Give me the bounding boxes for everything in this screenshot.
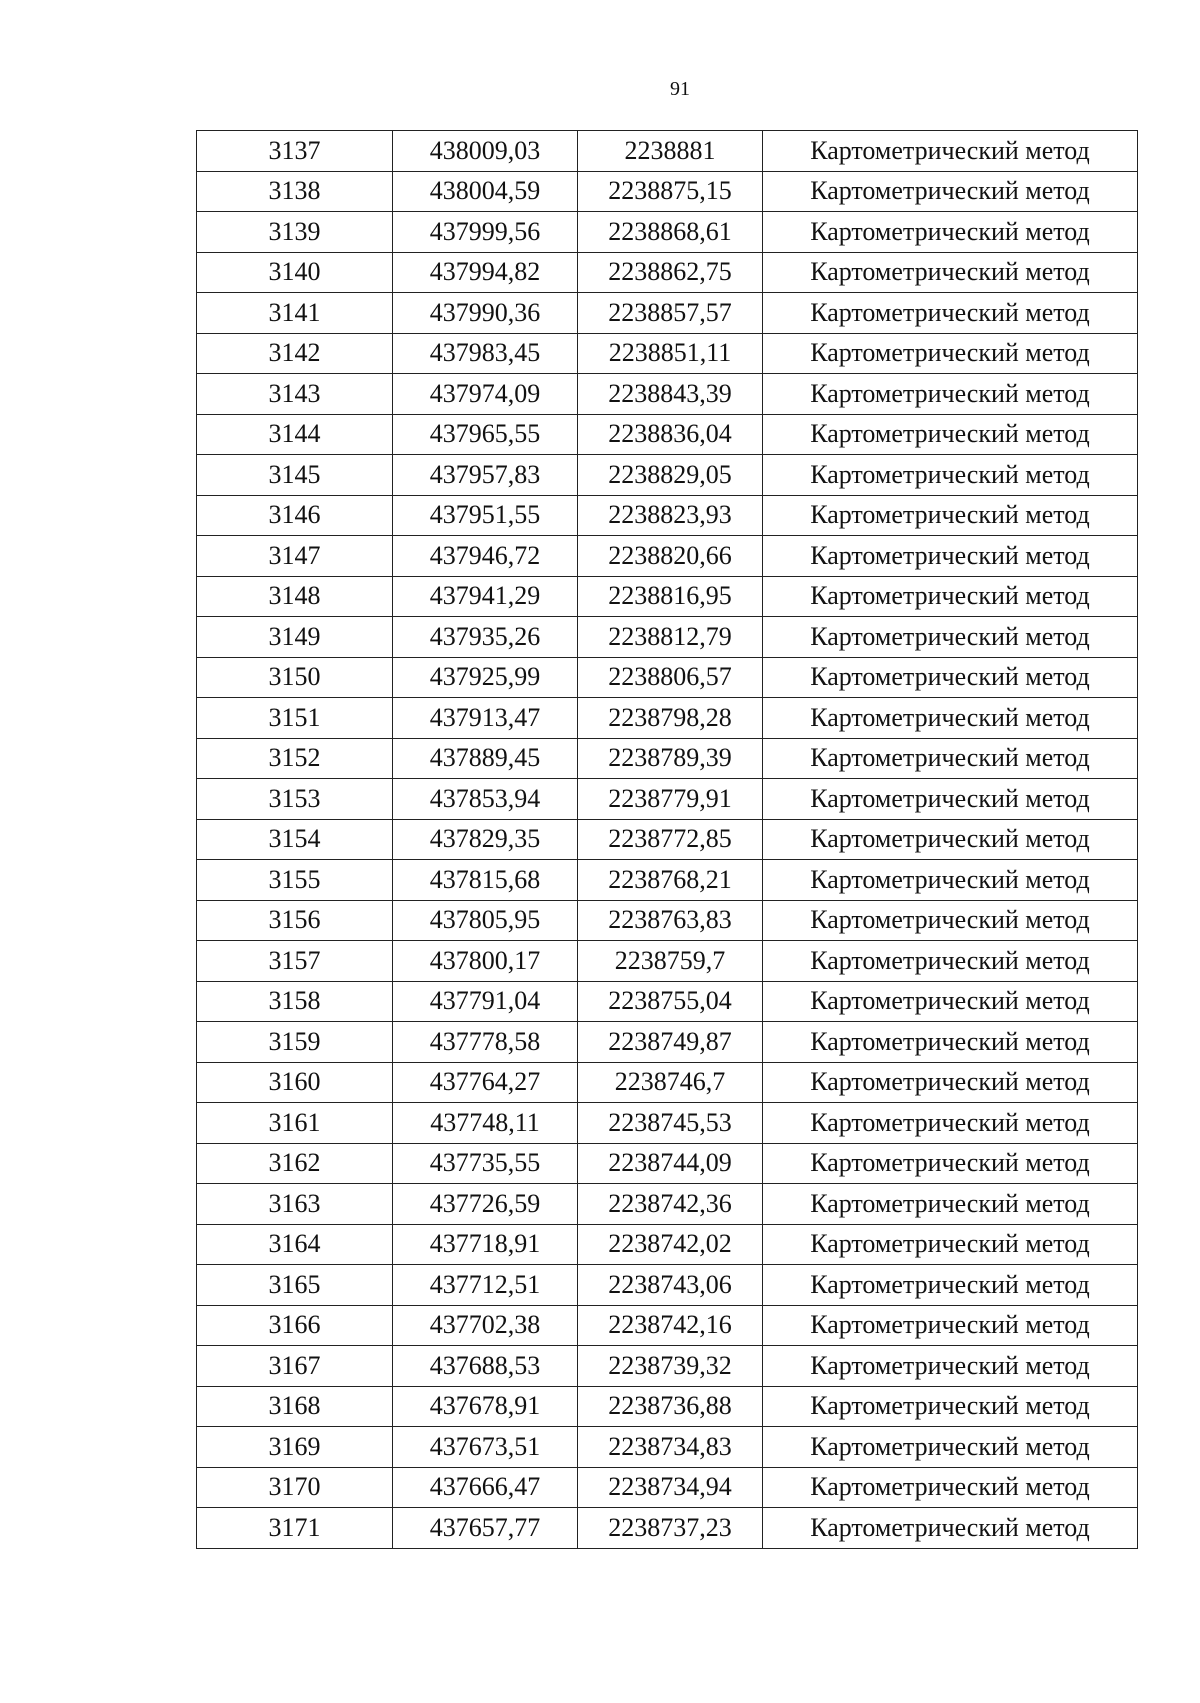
table-row: [197, 1427, 1138, 1468]
point-number-cell: 3146: [197, 495, 393, 536]
x-coordinate-cell: 437941,29: [393, 576, 578, 617]
y-coordinate-cell: 2238816,95: [578, 576, 763, 617]
method-cell: Картометрический метод: [763, 455, 1138, 496]
x-coordinate-cell: 437678,91: [393, 1386, 578, 1427]
table-row: [197, 131, 1138, 172]
method-cell: Картометрический метод: [763, 1143, 1138, 1184]
y-coordinate-cell: 2238862,75: [578, 252, 763, 293]
method-cell: Картометрический метод: [763, 293, 1138, 334]
point-number-cell: 3139: [197, 212, 393, 253]
x-coordinate-cell: 437805,95: [393, 900, 578, 941]
x-coordinate-cell: 437791,04: [393, 981, 578, 1022]
method-cell: Картометрический метод: [763, 576, 1138, 617]
table-row: [197, 698, 1138, 739]
method-cell: Картометрический метод: [763, 698, 1138, 739]
point-number-cell: 3144: [197, 414, 393, 455]
point-number-cell: 3167: [197, 1346, 393, 1387]
y-coordinate-cell: 2238755,04: [578, 981, 763, 1022]
x-coordinate-cell: 437965,55: [393, 414, 578, 455]
y-coordinate-cell: 2238737,23: [578, 1508, 763, 1549]
y-coordinate-cell: 2238736,88: [578, 1386, 763, 1427]
y-coordinate-cell: 2238798,28: [578, 698, 763, 739]
method-cell: Картометрический метод: [763, 1224, 1138, 1265]
method-cell: Картометрический метод: [763, 131, 1138, 172]
method-cell: Картометрический метод: [763, 374, 1138, 415]
x-coordinate-cell: 437800,17: [393, 941, 578, 982]
y-coordinate-cell: 2238851,11: [578, 333, 763, 374]
method-cell: Картометрический метод: [763, 657, 1138, 698]
table-row: [197, 536, 1138, 577]
y-coordinate-cell: 2238820,66: [578, 536, 763, 577]
point-number-cell: 3160: [197, 1062, 393, 1103]
method-cell: Картометрический метод: [763, 414, 1138, 455]
coordinates-table: [196, 130, 1138, 1549]
table-row: [197, 374, 1138, 415]
y-coordinate-cell: 2238749,87: [578, 1022, 763, 1063]
x-coordinate-cell: 437999,56: [393, 212, 578, 253]
x-coordinate-cell: 437673,51: [393, 1427, 578, 1468]
y-coordinate-cell: 2238763,83: [578, 900, 763, 941]
x-coordinate-cell: 437951,55: [393, 495, 578, 536]
method-cell: Картометрический метод: [763, 1427, 1138, 1468]
table-row: [197, 414, 1138, 455]
method-cell: Картометрический метод: [763, 1467, 1138, 1508]
point-number-cell: 3147: [197, 536, 393, 577]
point-number-cell: 3154: [197, 819, 393, 860]
point-number-cell: 3143: [197, 374, 393, 415]
y-coordinate-cell: 2238829,05: [578, 455, 763, 496]
table-row: [197, 981, 1138, 1022]
point-number-cell: 3168: [197, 1386, 393, 1427]
table-row: [197, 1467, 1138, 1508]
table-row: [197, 1224, 1138, 1265]
y-coordinate-cell: 2238742,02: [578, 1224, 763, 1265]
x-coordinate-cell: 437889,45: [393, 738, 578, 779]
method-cell: Картометрический метод: [763, 738, 1138, 779]
table-row: [197, 333, 1138, 374]
y-coordinate-cell: 2238823,93: [578, 495, 763, 536]
x-coordinate-cell: 438009,03: [393, 131, 578, 172]
table-row: [197, 1346, 1138, 1387]
table-row: [197, 900, 1138, 941]
y-coordinate-cell: 2238745,53: [578, 1103, 763, 1144]
point-number-cell: 3138: [197, 171, 393, 212]
point-number-cell: 3158: [197, 981, 393, 1022]
point-number-cell: 3149: [197, 617, 393, 658]
y-coordinate-cell: 2238779,91: [578, 779, 763, 820]
point-number-cell: 3164: [197, 1224, 393, 1265]
y-coordinate-cell: 2238734,83: [578, 1427, 763, 1468]
point-number-cell: 3170: [197, 1467, 393, 1508]
y-coordinate-cell: 2238789,39: [578, 738, 763, 779]
x-coordinate-cell: 437957,83: [393, 455, 578, 496]
method-cell: Картометрический метод: [763, 171, 1138, 212]
x-coordinate-cell: 437925,99: [393, 657, 578, 698]
table-row: [197, 1265, 1138, 1306]
coordinates-table-body: [197, 131, 1138, 1549]
point-number-cell: 3141: [197, 293, 393, 334]
method-cell: Картометрический метод: [763, 779, 1138, 820]
y-coordinate-cell: 2238806,57: [578, 657, 763, 698]
table-row: [197, 1022, 1138, 1063]
method-cell: Картометрический метод: [763, 1305, 1138, 1346]
point-number-cell: 3152: [197, 738, 393, 779]
point-number-cell: 3140: [197, 252, 393, 293]
table-row: [197, 1386, 1138, 1427]
table-row: [197, 1508, 1138, 1549]
point-number-cell: 3137: [197, 131, 393, 172]
table-row: [197, 1103, 1138, 1144]
table-row: [197, 576, 1138, 617]
y-coordinate-cell: 2238857,57: [578, 293, 763, 334]
table-row: [197, 495, 1138, 536]
x-coordinate-cell: 437764,27: [393, 1062, 578, 1103]
table-row: [197, 657, 1138, 698]
x-coordinate-cell: 437657,77: [393, 1508, 578, 1549]
y-coordinate-cell: 2238875,15: [578, 171, 763, 212]
table-row: [197, 617, 1138, 658]
method-cell: Картометрический метод: [763, 1103, 1138, 1144]
point-number-cell: 3142: [197, 333, 393, 374]
y-coordinate-cell: 2238759,7: [578, 941, 763, 982]
y-coordinate-cell: 2238734,94: [578, 1467, 763, 1508]
method-cell: Картометрический метод: [763, 860, 1138, 901]
point-number-cell: 3156: [197, 900, 393, 941]
method-cell: Картометрический метод: [763, 212, 1138, 253]
y-coordinate-cell: 2238772,85: [578, 819, 763, 860]
table-row: [197, 293, 1138, 334]
point-number-cell: 3155: [197, 860, 393, 901]
table-row: [197, 738, 1138, 779]
point-number-cell: 3166: [197, 1305, 393, 1346]
x-coordinate-cell: 437718,91: [393, 1224, 578, 1265]
table-row: [197, 212, 1138, 253]
point-number-cell: 3157: [197, 941, 393, 982]
point-number-cell: 3151: [197, 698, 393, 739]
x-coordinate-cell: 437983,45: [393, 333, 578, 374]
method-cell: Картометрический метод: [763, 900, 1138, 941]
table-row: [197, 819, 1138, 860]
x-coordinate-cell: 437829,35: [393, 819, 578, 860]
method-cell: Картометрический метод: [763, 941, 1138, 982]
method-cell: Картометрический метод: [763, 1386, 1138, 1427]
x-coordinate-cell: 437913,47: [393, 698, 578, 739]
method-cell: Картометрический метод: [763, 1184, 1138, 1225]
point-number-cell: 3161: [197, 1103, 393, 1144]
y-coordinate-cell: 2238868,61: [578, 212, 763, 253]
point-number-cell: 3162: [197, 1143, 393, 1184]
x-coordinate-cell: 437946,72: [393, 536, 578, 577]
point-number-cell: 3163: [197, 1184, 393, 1225]
method-cell: Картометрический метод: [763, 536, 1138, 577]
method-cell: Картометрический метод: [763, 1265, 1138, 1306]
x-coordinate-cell: 437712,51: [393, 1265, 578, 1306]
y-coordinate-cell: 2238843,39: [578, 374, 763, 415]
point-number-cell: 3165: [197, 1265, 393, 1306]
point-number-cell: 3145: [197, 455, 393, 496]
table-row: [197, 779, 1138, 820]
y-coordinate-cell: 2238743,06: [578, 1265, 763, 1306]
method-cell: Картометрический метод: [763, 617, 1138, 658]
y-coordinate-cell: 2238881: [578, 131, 763, 172]
y-coordinate-cell: 2238742,36: [578, 1184, 763, 1225]
y-coordinate-cell: 2238739,32: [578, 1346, 763, 1387]
method-cell: Картометрический метод: [763, 1022, 1138, 1063]
x-coordinate-cell: 437990,36: [393, 293, 578, 334]
table-row: [197, 171, 1138, 212]
x-coordinate-cell: 437688,53: [393, 1346, 578, 1387]
x-coordinate-cell: 437666,47: [393, 1467, 578, 1508]
method-cell: Картометрический метод: [763, 981, 1138, 1022]
x-coordinate-cell: 437853,94: [393, 779, 578, 820]
x-coordinate-cell: 437702,38: [393, 1305, 578, 1346]
point-number-cell: 3150: [197, 657, 393, 698]
x-coordinate-cell: 437735,55: [393, 1143, 578, 1184]
point-number-cell: 3159: [197, 1022, 393, 1063]
x-coordinate-cell: 438004,59: [393, 171, 578, 212]
point-number-cell: 3169: [197, 1427, 393, 1468]
y-coordinate-cell: 2238812,79: [578, 617, 763, 658]
point-number-cell: 3153: [197, 779, 393, 820]
x-coordinate-cell: 437994,82: [393, 252, 578, 293]
y-coordinate-cell: 2238744,09: [578, 1143, 763, 1184]
point-number-cell: 3148: [197, 576, 393, 617]
table-row: [197, 1184, 1138, 1225]
table-row: [197, 455, 1138, 496]
table-row: [197, 860, 1138, 901]
method-cell: Картометрический метод: [763, 1508, 1138, 1549]
x-coordinate-cell: 437778,58: [393, 1022, 578, 1063]
y-coordinate-cell: 2238746,7: [578, 1062, 763, 1103]
method-cell: Картометрический метод: [763, 333, 1138, 374]
page-number: 91: [670, 78, 690, 100]
method-cell: Картометрический метод: [763, 819, 1138, 860]
x-coordinate-cell: 437815,68: [393, 860, 578, 901]
y-coordinate-cell: 2238836,04: [578, 414, 763, 455]
method-cell: Картометрический метод: [763, 252, 1138, 293]
method-cell: Картометрический метод: [763, 1062, 1138, 1103]
table-row: [197, 1305, 1138, 1346]
table-row: [197, 941, 1138, 982]
y-coordinate-cell: 2238768,21: [578, 860, 763, 901]
x-coordinate-cell: 437935,26: [393, 617, 578, 658]
x-coordinate-cell: 437726,59: [393, 1184, 578, 1225]
method-cell: Картометрический метод: [763, 495, 1138, 536]
x-coordinate-cell: 437974,09: [393, 374, 578, 415]
table-row: [197, 1062, 1138, 1103]
point-number-cell: 3171: [197, 1508, 393, 1549]
table-row: [197, 1143, 1138, 1184]
y-coordinate-cell: 2238742,16: [578, 1305, 763, 1346]
method-cell: Картометрический метод: [763, 1346, 1138, 1387]
table-row: [197, 252, 1138, 293]
x-coordinate-cell: 437748,11: [393, 1103, 578, 1144]
